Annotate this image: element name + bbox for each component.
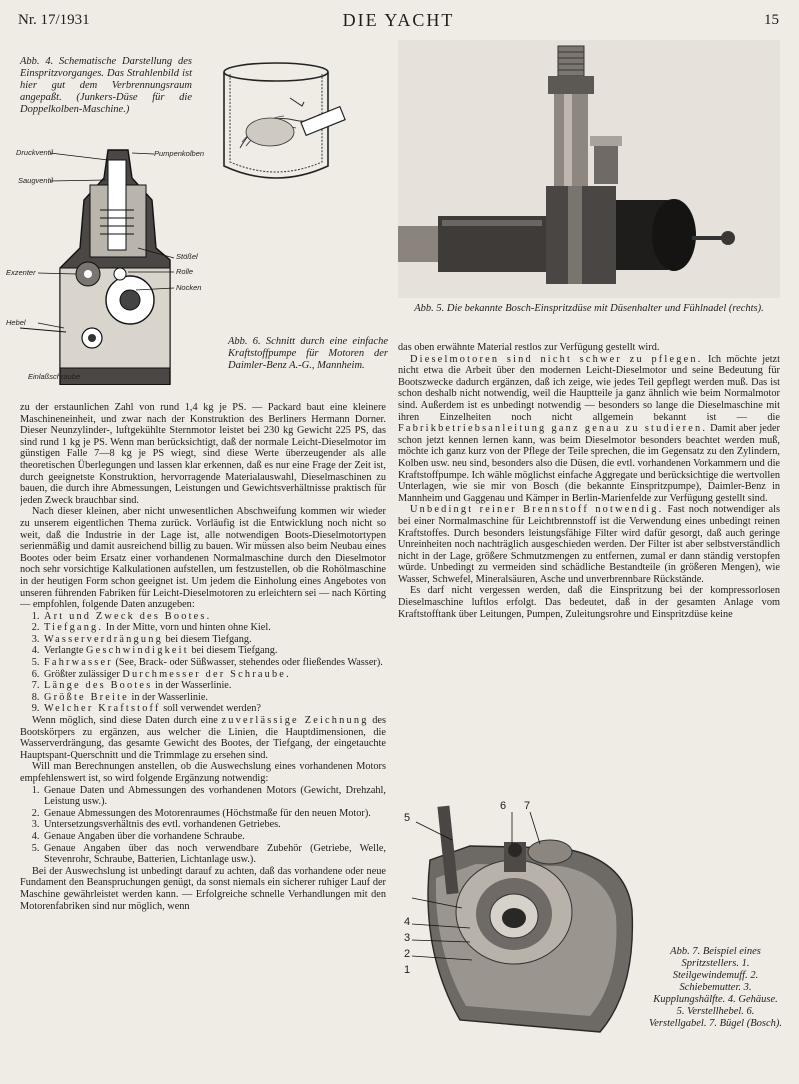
label-einlassschraube: Einlaßschraube <box>28 372 81 381</box>
fig7-number-2: 2 <box>404 948 411 960</box>
page-header <box>18 8 779 34</box>
list-item: 2. Tiefgang. In der Mitte, vorn und hinten ohne Kiel. <box>42 622 386 634</box>
fig7-caption: Abb. 7. Beispiel eines Spritzstellers. 1. Steilgewindemuff. 2. Schiebemutter. 3. Kupplungshälfte. 4. Gehäuse. 5. Verstellhebel. 6. Verstellgabel. 7. Bügel (Bosch). <box>649 946 782 1029</box>
issue-number: Nr. 17/1931 <box>18 12 90 28</box>
left-paragraph-5: Bei der Auswechslung ist unbedingt darauf zu achten, daß das vorhandene oder neue Fundament den Beanspruchungen genügt, da sonst niemals ein sicherer ruhiger Lauf der Maschine gewährleistet werden kann. — Erfolgreiche schnelle Verhandlungen mit den Motorenfabriken sind nur möglich, wenn <box>20 865 386 912</box>
list-item: 4. Genaue Angaben über die vorhandene Schraube. <box>42 831 386 843</box>
fig5-nozzle-photo <box>398 40 780 298</box>
magazine-title: DIE YACHT <box>342 10 455 30</box>
label-saugventil: Saugventil <box>18 176 54 185</box>
list-item: 2. Genaue Abmessungen des Motorenraumes (Höchstmaße für den neuen Motor). <box>42 808 386 820</box>
list-item: 9. Welcher Kraftstoff soll verwendet werden? <box>42 703 386 715</box>
fig7-number-3: 3 <box>404 932 411 944</box>
label-rolle: Rolle <box>176 267 194 276</box>
boat-data-list <box>20 611 386 715</box>
right-paragraph-4: Es darf nicht vergessen werden, daß die Einspritzung bei der kompressorlosen Dieselmaschine luftlos erfolgt. Das bedeutet, daß in der gesamten Anlage vom Kraftstofftank über Leitungen, Pumpen, Zuleitungsrohre und Einspritzdüse keine <box>398 585 780 620</box>
page-number: 15 <box>764 12 779 28</box>
list-item: 3. Untersetzungsverhältnis des evtl. vorhandenen Getriebes. <box>42 819 386 831</box>
fig4-injection-diagram <box>210 58 356 196</box>
list-item: 5. Genaue Angaben über das noch verwendbare Zubehör (Getriebe, Welle, Stevenrohr, Schraube, Batterien, Lichtanlage usw.). <box>42 843 386 866</box>
left-paragraph-2: Nach dieser kleinen, aber nicht unwesentlichen Abschweifung kommen wir wieder zu unserem eigentlichen Thema zurück. Vorläufig ist die Entwicklung noch nicht so weit, daß die Industrie in der Lage ist, alle notwendigen Boots-Dieselmotortypen serienmäßig und damit ausreichend billig zu bauen. Wir müssen also beim Neubau eines Bootes oder beim Ersatz einer vorhandenen Normalmaschine durch den Dieselmotor noch sehr vorsichtige Kalkulationen aufstellen, um festzustellen, ob die Rohölmaschine in der heutigen Form schon geeignet ist. Um jedem die Einholung eines Angebotes von unseren führenden Fabriken für Leicht-Dieselmotoren zu erleichtern sei — nach Körting — empfohlen, folgende Daten anzugeben: <box>20 506 386 611</box>
right-paragraph-3: Unbedingt reiner Brennstoff notwendig. Fast noch notwendiger als bei einer Normalmaschine für Leichtbrennstoff ist die Verwendung eines unbedingt reinen Kraftstoffes. Durch besonders leistungsfähige Filter wird dafür gesorgt, daß auch geringe Unreinheiten noch nachträglich ausgeschieden werden. Der Filter ist aber selbstverständlich nicht in der Lage, größere Schmutzmengen zu entfernen, zumal er dann ständig verstopfen würde. Unbedingt zu vermeiden sind schädliche Bestandteile (in größeren Mengen), wie Wasser, Schwefel, Mineralsäuren, Asche und unverbrennbare Rückstände. <box>398 504 780 585</box>
left-column <box>20 402 386 1074</box>
fig7-number-5: 5 <box>404 812 411 824</box>
fig5-caption: Abb. 5. Die bekannte Bosch-Einspritzdüse mit Düsenhalter und Fühlnadel (rechts). <box>414 303 764 314</box>
fig6-pump-diagram <box>6 140 210 385</box>
list-item: 5. Fahrwasser (See, Brack- oder Süßwasser, stehendes oder fließendes Wasser). <box>42 657 386 669</box>
right-paragraph-1: das oben erwähnte Material restlos zur Verfügung gestellt wird. <box>398 342 660 353</box>
fig6-caption: Abb. 6. Schnitt durch eine einfache Kraftstoffpumpe für Motoren der Daimler-Benz A.-G., Mannheim. <box>228 336 388 371</box>
fig4-caption: Abb. 4. Schematische Darstellung des Einspritzvorganges. Das Strahlenbild ist hier gut dem Verbrennungsraum angepaßt. (Junkers-Düse für die Doppelkolben-Maschine.) <box>20 56 192 115</box>
label-nocken: Nocken <box>176 283 202 292</box>
label-hebel: Hebel <box>6 318 26 327</box>
left-paragraph-3: Wenn möglich, sind diese Daten durch eine zuverlässige Zeichnung des Bootskörpers zu ergänzen, aus welcher die Linien, die Hauptdimensionen, die Wasserverdrängung, das gesamte Gewicht des Bootes, der Tiefgang, der eingetauchte Hauptspant-Querschnitt und die Trimmlage zu ersehen sind. <box>20 715 386 761</box>
fig7-spritzsteller-photo <box>400 800 644 1048</box>
list-item: 1. Art und Zweck des Bootes. <box>42 611 386 623</box>
label-pumpenkolben: Pumpenkolben <box>154 149 205 158</box>
fig7-number-6: 6 <box>500 800 507 812</box>
fig7-number-7: 7 <box>524 800 531 812</box>
label-druckventil: Druckventil <box>16 148 54 157</box>
left-paragraph-1: zu der erstaunlichen Zahl von rund 1,4 kg je PS. — Packard baut eine kleinere Maschineneinheit, und zwar nach der Konstruktion des Berliners Hermann Dorner. Dieser Neunzylinder-, luftgekühlte Sternmotor leistet bei 230 kg Gewicht 225 PS, das sind rund 1 kg je PS. Wenn man berücksichtigt, daß der normale Leicht-Dieselmotor im günstigen Falle 7—8 kg je PS wiegt, sind diese Werte überzeugender als alle theoretischen Überlegungen und lassen klar erkennen, daß es nur eine Frage der Zeit ist, durch geeignetste Konstruktion, hervorragende Materialauswahl, Dieselmaschinen zu bauen, die durch ihre Abmessungen, Leistungen und Gewichtsverhältnisse praktisch für jeden Zweck brauchbar sind. <box>20 402 386 506</box>
list-item: 7. Länge des Bootes in der Wasserlinie. <box>42 680 386 692</box>
engine-data-list <box>20 785 386 866</box>
list-item: 4. Verlangte Geschwindigkeit bei diesem Tiefgang. <box>42 645 386 657</box>
left-paragraph-4: Will man Berechnungen anstellen, ob die Auswechslung eines vorhandenen Motors empfehlenswert ist, so wird folgende Ergänzung notwendig: <box>20 761 386 784</box>
list-item: 3. Wasserverdrängung bei diesem Tiefgang. <box>42 634 386 646</box>
label-stossel: Stößel <box>176 252 198 261</box>
label-exzenter: Exzenter <box>6 268 36 277</box>
fig7-number-4: 4 <box>404 916 411 928</box>
right-column <box>398 342 780 742</box>
list-item: 6. Größter zulässiger Durchmesser der Schraube. <box>42 669 386 681</box>
list-item: 8. Größte Breite in der Wasserlinie. <box>42 692 386 704</box>
list-item: 1. Genaue Daten und Abmessungen des vorhandenen Motors (Gewicht, Drehzahl, Leistung usw.). <box>42 785 386 808</box>
right-paragraph-2: Dieselmotoren sind nicht schwer zu pflegen. Ich möchte jetzt nicht etwa die Arbeit über den modernen Leicht-Dieselmotor und seine Bedeutung für Bootszwecke dadurch ergänzen, daß ich zeige, wie jedes Teil gepflegt werden muß. Das ist schon deshalb nicht notwendig, weil die Hauptteile ja ganz ähnlich wie beim Normalmotor sind. Außerdem ist es unbedingt notwendig — besonders so lange die Dieselmaschine mit ihren Einzelheiten noch nicht allgemein bekannt ist — die Fabrikbetriebsanleitung ganz genau zu studieren. Damit aber jeder schon jetzt kennen lernen kann, was beim Dieselmotor besonders beachtet werden muß, möchte ich ganz kurz von der Pflege der Teile sprechen, die im Gegensatz zu den Zylindern, Kolben usw. neu sind, besonders also die Düsen, die evtl. vorhandenen Vorkammern und die Kraftstoffpumpe. Ich wähle möglichst einfache Aggregate und berücksichtige die wertvollen Unterlagen, wie sie mir von Bosch (die bekannte Einspritzpumpe), Daimler-Benz in Mannheim und Gaggenau und Kämper in Berlin-Marienfelde zur Verfügung gestellt sind. <box>398 353 780 504</box>
fig7-number-1: 1 <box>404 964 411 976</box>
